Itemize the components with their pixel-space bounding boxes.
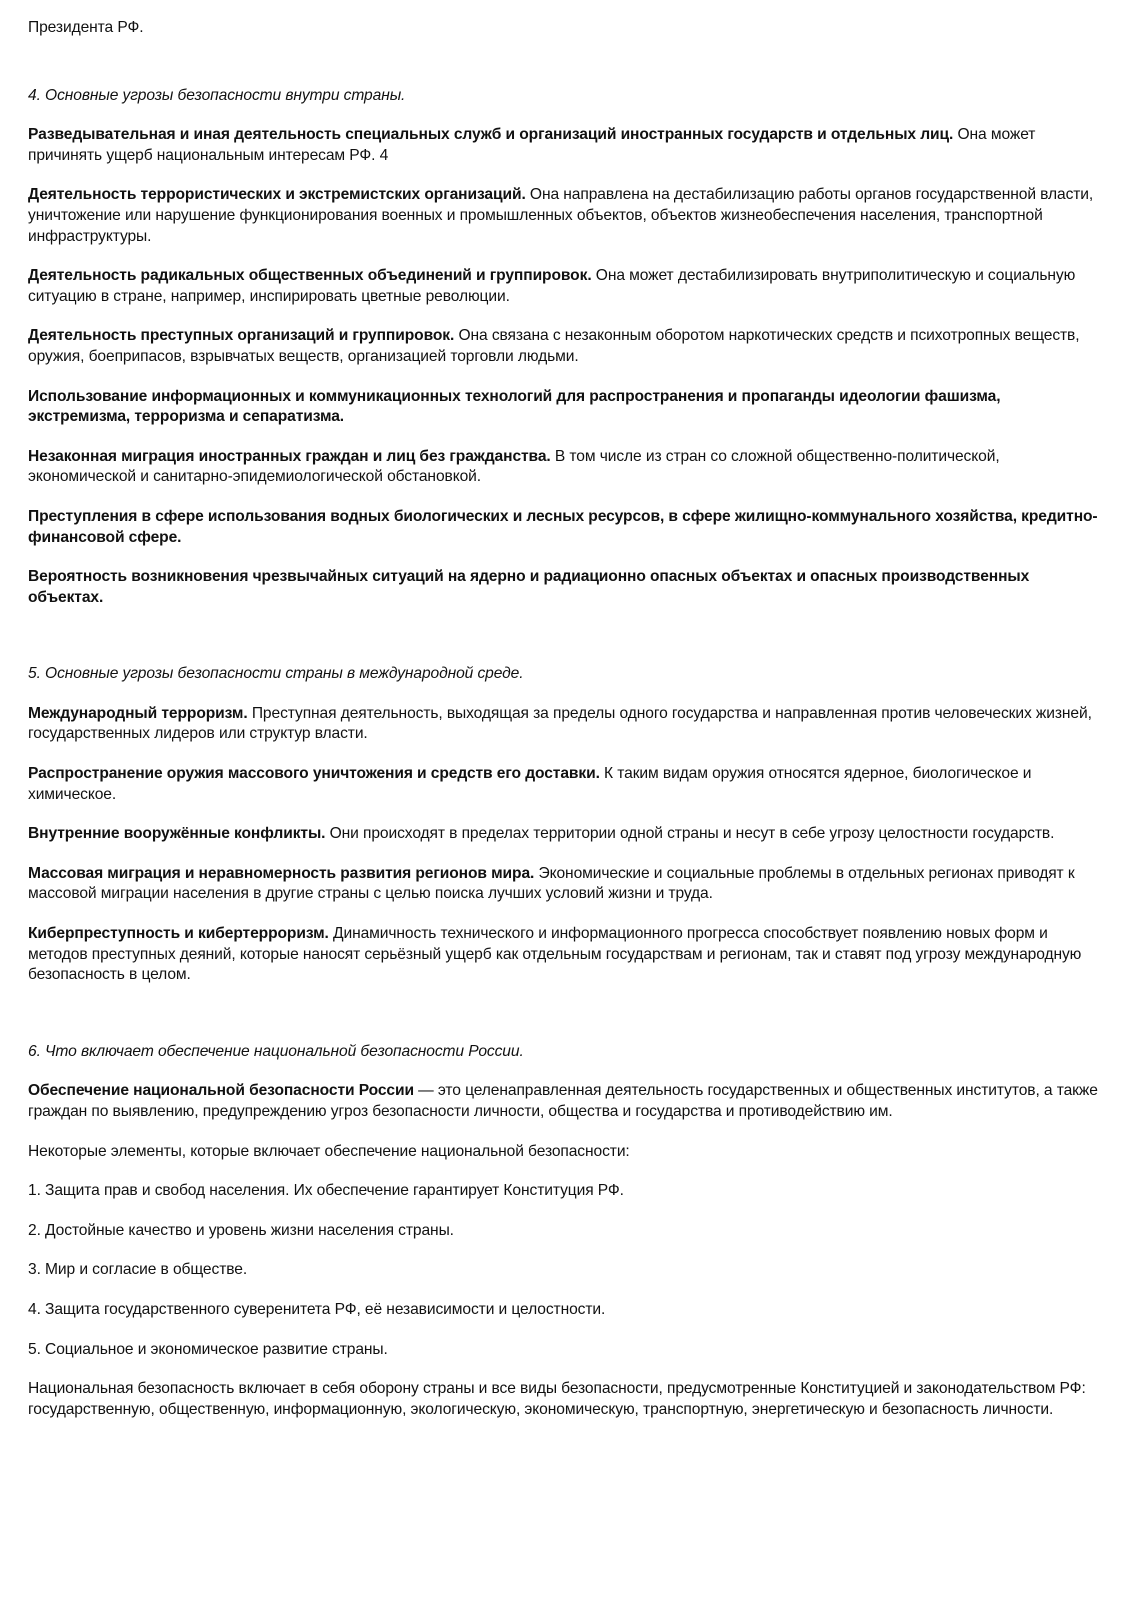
paragraph-text: 1. Защита прав и свобод населения. Их обеспечение гарантирует Конституция РФ. <box>28 1182 624 1200</box>
top-fragment: Президента РФ. <box>28 19 144 36</box>
paragraph-text: 5. Социальное и экономическое развитие страны. <box>28 1340 388 1358</box>
paragraph-text: Она может причинять ущерб национальным интересам РФ. 4 <box>28 126 1036 164</box>
section-international-threats <box>28 664 1100 986</box>
paragraph-bold-lead: Деятельность радикальных общественных объединений и группировок. <box>28 267 592 285</box>
paragraph-text: К таким видам оружия относятся ядерное, биологическое и химическое. <box>28 765 1032 803</box>
paragraph-text: Они происходят в пределах территории одной страны и несут в себе угрозу целостности государств. <box>325 825 1055 843</box>
paragraph-bold-lead: Использование информационных и коммуникационных технологий для распространения и пропаганды идеологии фашизма, экстремизма, терроризма и сепаратизма. <box>28 387 1001 426</box>
paragraph <box>28 864 1100 905</box>
paragraph <box>28 764 1100 805</box>
paragraph-bold-lead: Международный терроризм. <box>28 704 248 722</box>
paragraph-text: 2. Достойные качество и уровень жизни населения страны. <box>28 1221 454 1239</box>
paragraph <box>28 1379 1100 1420</box>
paragraph-text: Она связана с незаконным оборотом наркотических средств и психотропных веществ, оружия, боеприпасов, взрывчатых веществ, организацией торговли людьми. <box>28 327 1080 365</box>
paragraph <box>28 924 1100 986</box>
list-item <box>28 1340 1100 1361</box>
section-heading: 5. Основные угрозы безопасности страны в международной среде. <box>28 665 524 683</box>
section-heading: 6. Что включает обеспечение национальной безопасности России. <box>28 1042 524 1060</box>
list-item <box>28 1181 1100 1202</box>
paragraph <box>28 387 1100 428</box>
paragraph-bold-lead: Внутренние вооружённые конфликты. <box>28 825 326 843</box>
paragraph <box>28 507 1100 548</box>
section-internal-threats <box>28 86 1100 609</box>
paragraph <box>28 266 1100 307</box>
paragraph <box>28 704 1100 745</box>
paragraph-text: 4. Защита государственного суверенитета РФ, её независимости и целостности. <box>28 1300 606 1318</box>
list-item <box>28 1300 1100 1321</box>
paragraph-text: Динамичность технического и информационного прогресса способствует появлению новых форм и методов преступных деяний, которые наносят серьёзный ущерб как отдельным государствам и регионам, так и ставят под угрозу международную безопасность в целом. <box>28 925 1082 984</box>
paragraph <box>28 447 1100 488</box>
paragraph <box>28 185 1100 247</box>
paragraph-bold-lead: Незаконная миграция иностранных граждан и лиц без гражданства. <box>28 447 551 465</box>
section-security-provision <box>28 1042 1100 1421</box>
paragraph-text: 3. Мир и согласие в обществе. <box>28 1261 248 1279</box>
document-page <box>28 18 1100 1439</box>
paragraph-text: Преступная деятельность, выходящая за пределы одного государства и направленная против человеческих жизней, государственных лидеров или структур власти. <box>28 704 1092 743</box>
paragraph-bold-lead: Массовая миграция и неравномерность развития регионов мира. <box>28 864 535 882</box>
paragraph-text: В том числе из стран со сложной общественно-политической, экономической и санитарно-эпидемиологической обстановкой. <box>28 447 1000 486</box>
paragraph-text: Национальная безопасность включает в себя оборону страны и все виды безопасности, предусмотренные Конституцией и законодательством РФ: государственную, общественную, информационную, экологическую, экономическую, транспортную, энергетическую и безопасность личности. <box>28 1380 1086 1418</box>
paragraph <box>28 326 1100 367</box>
paragraph-text: — это целенаправленная деятельность государственных и общественных институтов, а также граждан по выявлению, предупреждению угроз безопасности личности, общества и государства и противодействию им. <box>28 1082 1098 1120</box>
paragraph <box>28 1142 1100 1163</box>
paragraph-text: Экономические и социальные проблемы в отдельных регионах приводят к массовой миграции населения в другие страны с целью поиска лучших условий жизни и труда. <box>28 864 1075 903</box>
paragraph-bold-lead: Обеспечение национальной безопасности России <box>28 1082 414 1100</box>
paragraph-bold-lead: Деятельность преступных организаций и группировок. <box>28 327 455 345</box>
paragraph <box>28 125 1100 166</box>
list-item <box>28 1260 1100 1281</box>
paragraph-text: Она направлена на дестабилизацию работы органов государственной власти, уничтожение или нарушение функционирования военных и промышленных объектов, объектов жизнеобеспечения населения, транспортной инфраструктуры. <box>28 186 1094 245</box>
paragraph <box>28 824 1100 845</box>
paragraph-bold-lead: Вероятность возникновения чрезвычайных ситуаций на ядерно и радиационно опасных объектах и опасных производственных объектах. <box>28 568 1030 606</box>
paragraph-text: Некоторые элементы, которые включает обеспечение национальной безопасности: <box>28 1142 630 1160</box>
paragraph-text: Она может дестабилизировать внутриполитическую и социальную ситуацию в стране, например, инспирировать цветные революции. <box>28 267 1076 305</box>
paragraph <box>28 1081 1100 1122</box>
section-heading: 4. Основные угрозы безопасности внутри страны. <box>28 86 406 104</box>
list-item <box>28 1221 1100 1242</box>
paragraph <box>28 567 1100 608</box>
paragraph-bold-lead: Киберпреступность и кибертерроризм. <box>28 925 329 943</box>
paragraph-bold-lead: Деятельность террористических и экстремистских организаций. <box>28 186 526 204</box>
paragraph-bold-lead: Распространение оружия массового уничтожения и средств его доставки. <box>28 765 600 783</box>
paragraph-bold-lead: Преступления в сфере использования водных биологических и лесных ресурсов, в сфере жилищно-коммунального хозяйства, кредитно-финансовой сфере. <box>28 507 1098 546</box>
paragraph-bold-lead: Разведывательная и иная деятельность специальных служб и организаций иностранных государств и отдельных лиц. <box>28 126 954 144</box>
